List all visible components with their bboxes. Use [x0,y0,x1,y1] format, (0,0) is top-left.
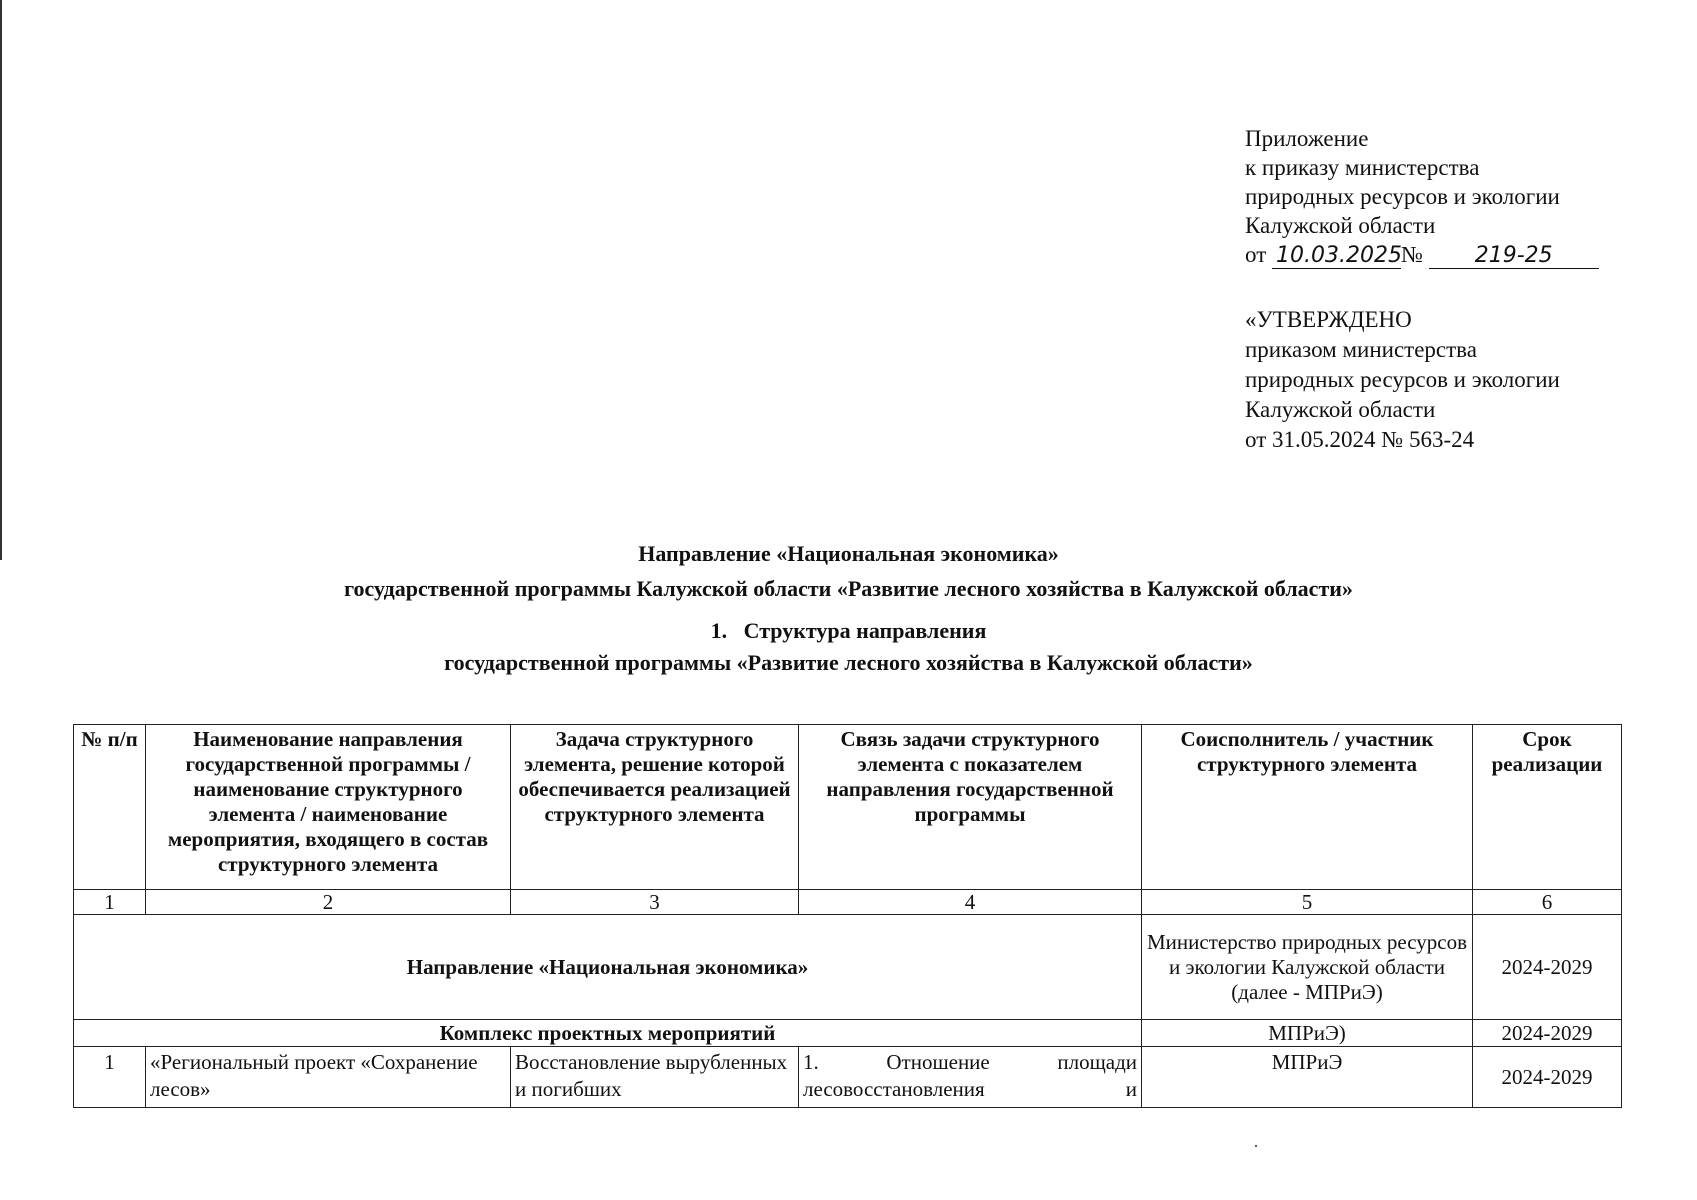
approved-line: от 31.05.2024 № 563-24 [1245,427,1475,452]
project-period: 2024-2029 [1473,1047,1622,1108]
approved-line: Калужской области [1245,397,1436,422]
document-subtitle: государственной программы Калужской области «Развитие лесного хозяйства в Калужской области» [344,576,1353,601]
approved-line: приказом министерства [1245,337,1477,362]
section-title: 1. Структура направления [710,618,987,643]
header-cell-number: № п/п [74,725,146,890]
column-number: 4 [799,890,1142,915]
column-number: 2 [146,890,511,915]
project-name: «Региональный проект «Сохранение лесов» [146,1047,511,1108]
project-task: Восстановление вырубленных и погибших [511,1047,799,1108]
complex-name: Комплекс проектных мероприятий [74,1020,1142,1047]
handwritten-date: 10.03.2025 [1272,244,1401,269]
complex-executor: МПРиЭ) [1142,1020,1473,1047]
header-cell-executor: Соисполнитель / участник структурного элемента [1142,725,1473,890]
section-subtitle: государственной программы «Развитие лесного хозяйства в Калужской области» [444,650,1253,675]
table-row [74,1020,1622,1047]
header-cell-task: Задача структурного элемента, решение которой обеспечивается реализацией структурного элемента [511,725,799,890]
header-cell-link: Связь задачи структурного элемента с показателем направления государственной программы [799,725,1142,890]
handwritten-number: 219-25 [1429,244,1599,269]
column-number-row [74,890,1622,915]
column-number: 5 [1142,890,1473,915]
project-executor: МПРиЭ [1142,1047,1473,1108]
structure-table [73,724,1622,1108]
direction-name: Направление «Национальная экономика» [74,915,1142,1020]
appendix-block [1245,124,1599,269]
appendix-line: Приложение [1245,126,1369,151]
approved-block [1245,305,1560,455]
approved-line: «УТВЕРЖДЕНО [1245,307,1412,332]
table-row [74,1047,1622,1108]
project-link [799,1047,1142,1108]
complex-period: 2024-2029 [1473,1020,1622,1047]
appendix-line: Калужской области [1245,213,1436,238]
column-number: 6 [1473,890,1622,915]
project-link-line: лесовосстановления и [803,1077,1137,1101]
document-title: Направление «Национальная экономика» [638,541,1059,566]
table-header-row [74,725,1622,890]
left-margin-rule [0,0,2,560]
header-cell-name: Наименование направления государственной программы / наименование структурного элемента / наименование мероприятия, входящего в состав структурного элемента [146,725,511,890]
project-number: 1 [74,1047,146,1108]
appendix-line: к приказу министерства [1245,155,1480,180]
column-number: 3 [511,890,799,915]
appendix-date-line [1245,240,1599,269]
date-prefix: от [1245,242,1267,267]
header-cell-period: Срок реализации [1473,725,1622,890]
approved-line: природных ресурсов и экологии [1245,367,1560,392]
direction-period: 2024-2029 [1473,915,1622,1020]
appendix-line: природных ресурсов и экологии [1245,184,1560,209]
table-row [74,915,1622,1020]
scan-speck [1255,1145,1257,1147]
number-prefix: № [1401,242,1423,267]
direction-executor: Министерство природных ресурсов и экологии Калужской области (далее - МПРиЭ) [1142,915,1473,1020]
column-number: 1 [74,890,146,915]
project-link-line: 1. Отношение площади [803,1050,1137,1074]
